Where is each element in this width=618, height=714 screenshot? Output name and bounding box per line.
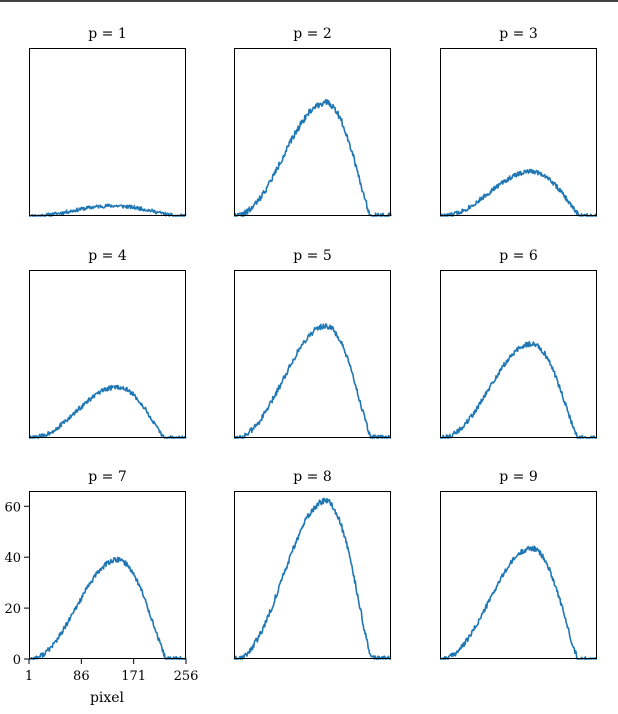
panel-6: [440, 248, 597, 438]
panel-7: [4, 469, 198, 706]
series-line: [234, 498, 391, 659]
axes-frame: [235, 49, 391, 216]
x-tick-label: 256: [173, 669, 199, 684]
axes-frame: [235, 492, 391, 659]
x-axis-label: pixel: [89, 690, 125, 706]
series-line: [234, 100, 391, 216]
panel-title: p = 3: [499, 26, 538, 42]
series-line: [440, 546, 597, 659]
panel-title: p = 8: [293, 469, 332, 485]
axes-frame: [441, 271, 597, 438]
panel-title: p = 1: [88, 26, 127, 42]
series-line: [29, 204, 186, 216]
axes-frame: [441, 492, 597, 659]
axes-frame: [441, 49, 597, 216]
panel-2: [234, 26, 391, 216]
axes-frame: [30, 271, 186, 438]
panel-title: p = 9: [499, 469, 538, 485]
y-tick-label: 0: [12, 653, 21, 668]
panel-title: p = 2: [293, 26, 332, 42]
series-line: [29, 386, 186, 438]
axes-frame: [235, 271, 391, 438]
panel-8: [234, 469, 391, 659]
panel-5: [234, 248, 391, 438]
x-tick-label: 171: [121, 669, 147, 684]
panel-title: p = 4: [88, 248, 127, 264]
axes-frame: [30, 49, 186, 216]
y-tick-label: 60: [4, 500, 21, 516]
panel-4: [29, 248, 186, 438]
series-line: [29, 557, 186, 659]
small-multiples-grid: [4, 26, 597, 706]
x-tick-label: 86: [73, 669, 90, 684]
y-tick-label: 40: [4, 551, 21, 567]
panel-title: p = 6: [499, 248, 538, 264]
panel-title: p = 7: [88, 469, 127, 485]
panel-title: p = 5: [293, 248, 332, 264]
panel-9: [440, 469, 597, 659]
series-line: [440, 170, 597, 216]
panel-1: [29, 26, 186, 216]
series-line: [440, 342, 597, 438]
x-tick-label: 1: [24, 669, 34, 684]
panel-3: [440, 26, 597, 216]
axes-frame: [30, 492, 186, 659]
series-line: [234, 324, 391, 438]
y-tick-label: 20: [4, 602, 21, 618]
